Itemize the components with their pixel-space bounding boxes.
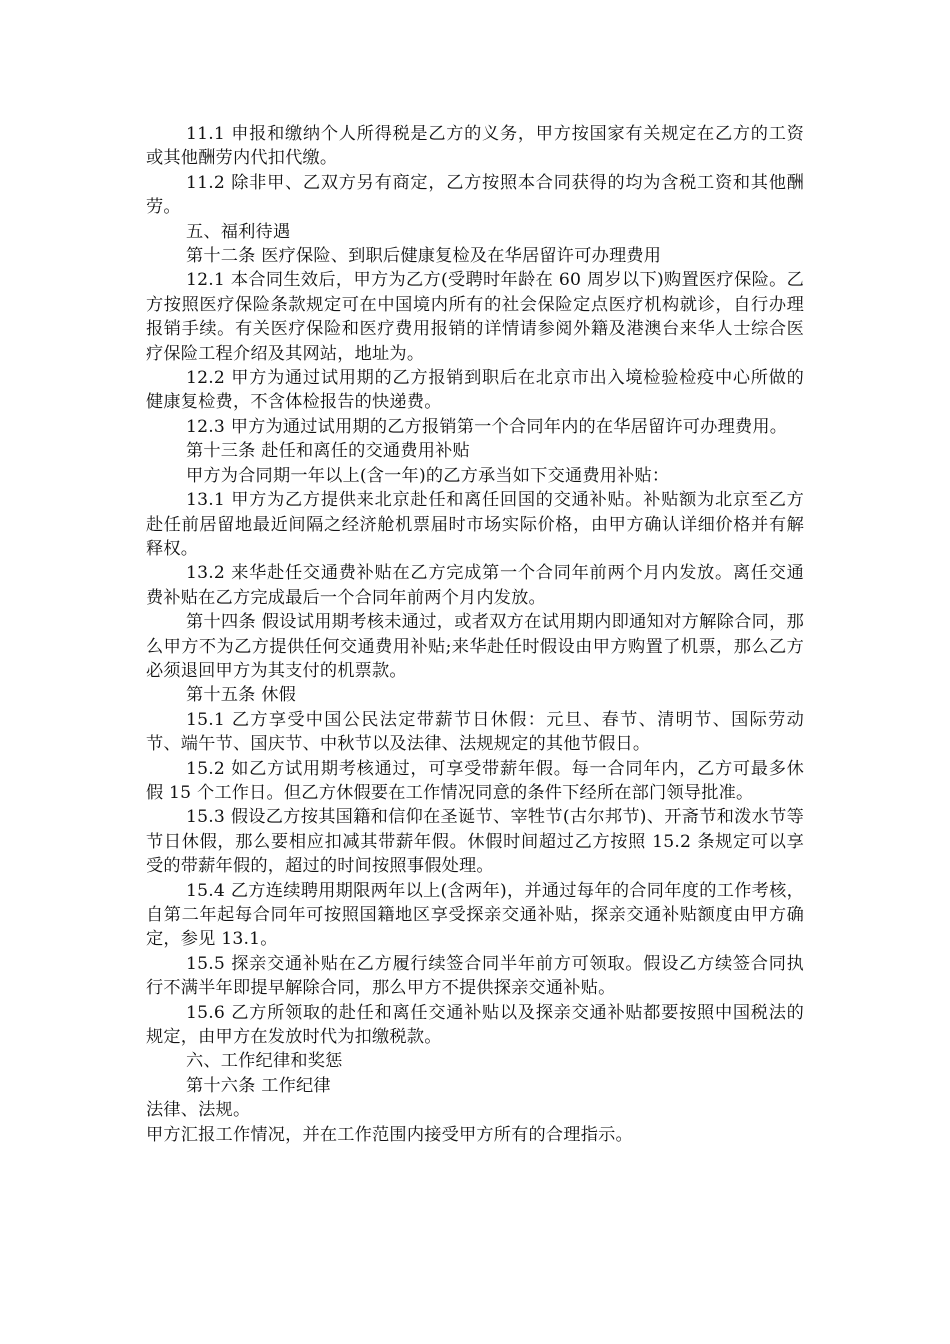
clause-12-2: 12.2 甲方为通过试用期的乙方报销到职后在北京市出入境检验检疫中心所做的健康复检费，不含体检报告的快递费。 [146, 368, 804, 413]
article-14: 第十四条 假设试用期考核未通过，或者双方在试用期内即通知对方解除合同，那么甲方不为乙方提供任何交通费用补贴;来华赴任时假设由甲方购置了机票，那么乙方必须退回甲方为其支付的机票款。 [146, 612, 804, 681]
article-16-heading: 第十六条 工作纪律 [186, 1075, 331, 1096]
clause-15-3: 15.3 假设乙方按其国籍和信仰在圣诞节、宰牲节(古尔邦节)、开斋节和泼水节等节日休假，那么要相应扣减其带薪年假。休假时间超过乙方按照 15.2 条规定可以享受的带薪年假的，超过的时间按照事假处理。 [146, 807, 804, 877]
article-12-heading: 第十二条 医疗保险、到职后健康复检及在华居留许可办理费用 [186, 246, 662, 267]
document-page [146, 122, 804, 1147]
clause-15-2: 15.2 如乙方试用期考核通过，可享受带薪年假。每一合同年内，乙方可最多休假 15 个工作日。但乙方休假要在工作情况同意的条件下经所在部门领导批准。 [146, 758, 804, 803]
clause-15-6: 15.6 乙方所领取的赴任和离任交通补贴以及探亲交通补贴都要按照中国税法的规定，由甲方在发放时代为扣缴税款。 [146, 1002, 804, 1048]
clause-13-2: 13.2 来华赴任交通费补贴在乙方完成第一个合同年前两个月内发放。离任交通费补贴在乙方完成最后一个合同年前两个月内发放。 [146, 563, 804, 608]
clause-11-2: 11.2 除非甲、乙双方另有商定，乙方按照本合同获得的均为含税工资和其他酬劳。 [146, 172, 804, 218]
article-16-line-2: 甲方汇报工作情况，并在工作范围内接受甲方所有的合理指示。 [146, 1124, 633, 1145]
clause-15-5: 15.5 探亲交通补贴在乙方履行续签合同半年前方可领取。假设乙方续签合同执行不满半年即提早解除合同，那么甲方不提供探亲交通补贴。 [146, 953, 804, 999]
article-16-line-1: 法律、法规。 [146, 1100, 251, 1121]
article-13-intro: 甲方为合同期一年以上(含一年)的乙方承当如下交通费用补贴： [186, 465, 670, 486]
section-heading-welfare: 五、福利待遇 [186, 221, 291, 242]
article-15-heading: 第十五条 休假 [186, 685, 296, 706]
clause-12-1: 12.1 本合同生效后，甲方为乙方(受聘时年龄在 60 周岁以下)购置医疗保险。乙方按照医疗保险条款规定可在中国境内所有的社会保险定点医疗机构就诊，自行办理报销手续。有关医疗保险和医疗费用报销的详情请参阅外籍及港澳台来华人士综合医疗保险工程介绍及其网站，地址为。 [146, 270, 804, 364]
section-heading-discipline: 六、工作纪律和奖惩 [186, 1051, 343, 1072]
clause-12-3: 12.3 甲方为通过试用期的乙方报销第一个合同年内的在华居留许可办理费用。 [186, 416, 788, 437]
clause-15-4: 15.4 乙方连续聘用期限两年以上(含两年)，并通过每年的合同年度的工作考核，自第二年起每合同年可按照国籍地区享受探亲交通补贴，探亲交通补贴额度由甲方确定，参见 13.1。 [146, 880, 804, 950]
clause-13-1: 13.1 甲方为乙方提供来北京赴任和离任回国的交通补贴。补贴额为北京至乙方赴任前居留地最近间隔之经济舱机票届时市场实际价格，由甲方确认详细价格并有解释权。 [146, 490, 804, 559]
article-13-heading: 第十三条 赴任和离任的交通费用补贴 [186, 441, 470, 462]
clause-11-1: 11.1 申报和缴纳个人所得税是乙方的义务，甲方按国家有关规定在乙方的工资或其他酬劳内代扣代缴。 [146, 124, 804, 169]
clause-15-1: 15.1 乙方享受中国公民法定带薪节日休假：元旦、春节、清明节、国际劳动节、端午节、国庆节、中秋节以及法律、法规规定的其他节假日。 [146, 709, 804, 755]
